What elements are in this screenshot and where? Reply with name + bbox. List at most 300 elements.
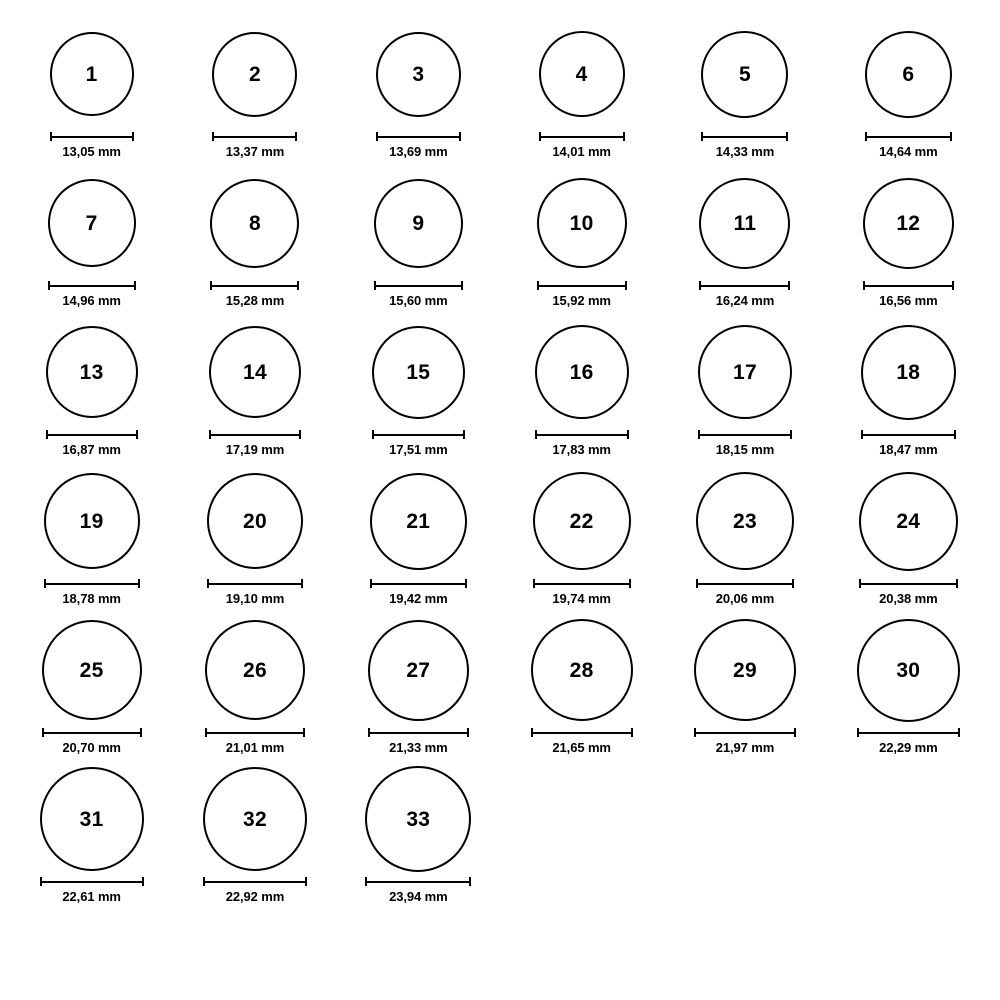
ring-size-number: 27 (406, 658, 431, 682)
caliper-bar (44, 583, 140, 585)
ring-diameter-label: 17,83 mm (552, 442, 611, 457)
ring-size-cell[interactable] (173, 167, 336, 316)
caliper-tick-left (46, 430, 48, 439)
ring-size-cell[interactable] (337, 465, 500, 614)
caliper-icon (696, 579, 794, 588)
ring-size-number: 29 (733, 658, 757, 682)
ring-circle[interactable] (368, 620, 469, 721)
ring-size-cell[interactable] (663, 18, 826, 167)
ring-size-number: 21 (406, 509, 431, 533)
caliper-tick-left (865, 132, 867, 141)
ring-size-cell[interactable] (10, 167, 173, 316)
ring-size-number: 14 (243, 360, 267, 384)
caliper-tick-left (48, 281, 50, 290)
ring-measurement (207, 579, 303, 606)
caliper-icon (42, 728, 142, 737)
caliper-tick-right (465, 579, 467, 588)
ring-size-number: 11 (733, 211, 757, 235)
ring-circle-wrapper (696, 465, 794, 577)
ring-size-cell[interactable] (663, 167, 826, 316)
caliper-bar (370, 583, 467, 585)
ring-size-number: 8 (248, 211, 261, 235)
caliper-tick-left (696, 579, 698, 588)
ring-circle[interactable] (533, 472, 631, 570)
caliper-icon (205, 728, 305, 737)
caliper-icon (531, 728, 633, 737)
ring-circle-wrapper (376, 18, 461, 130)
ring-circle[interactable] (207, 473, 303, 569)
ring-circle[interactable] (209, 326, 301, 418)
ring-size-cell[interactable] (10, 18, 173, 167)
ring-measurement (368, 728, 469, 755)
ring-size-cell[interactable] (500, 614, 663, 763)
caliper-tick-right (631, 728, 633, 737)
ring-size-cell[interactable] (337, 316, 500, 465)
ring-diameter-label: 20,38 mm (879, 591, 938, 606)
ring-circle-wrapper (40, 763, 144, 875)
caliper-icon (365, 877, 471, 886)
ring-diameter-label: 20,06 mm (715, 591, 775, 606)
ring-circle[interactable] (210, 179, 299, 268)
caliper-icon (698, 430, 792, 439)
caliper-icon (694, 728, 796, 737)
ring-diameter-label: 21,65 mm (552, 740, 611, 755)
caliper-tick-left (535, 430, 537, 439)
caliper-icon (44, 579, 140, 588)
ring-measurement (372, 430, 465, 457)
caliper-tick-right (786, 132, 788, 141)
ring-circle[interactable] (46, 326, 138, 418)
ring-measurement (863, 281, 954, 308)
ring-size-number: 23 (733, 509, 757, 533)
ring-circle[interactable] (376, 32, 461, 117)
ring-measurement (40, 877, 144, 904)
caliper-bar (50, 136, 134, 138)
ring-measurement (44, 579, 140, 606)
ring-diameter-label: 18,78 mm (62, 591, 121, 606)
ring-diameter-label: 23,94 mm (389, 889, 448, 904)
caliper-tick-left (205, 728, 207, 737)
ring-size-cell[interactable] (827, 18, 990, 167)
caliper-tick-right (794, 728, 796, 737)
ring-circle[interactable] (694, 619, 796, 721)
ring-size-cell[interactable] (10, 316, 173, 465)
caliper-icon (212, 132, 297, 141)
caliper-tick-right (629, 579, 631, 588)
ring-diameter-label: 18,47 mm (879, 442, 938, 457)
caliper-tick-right (792, 579, 794, 588)
ring-size-cell[interactable] (173, 763, 336, 912)
ring-circle[interactable] (370, 473, 467, 570)
ring-size-number: 22 (569, 509, 594, 533)
ring-size-cell[interactable] (337, 614, 500, 763)
ring-circle[interactable] (372, 326, 465, 419)
caliper-tick-left (857, 728, 859, 737)
ring-diameter-label: 14,33 mm (715, 144, 775, 159)
ring-measurement (212, 132, 297, 159)
caliper-icon (857, 728, 960, 737)
ring-size-number: 19 (79, 509, 104, 533)
ring-circle-wrapper (861, 316, 956, 428)
ring-size-number: 10 (569, 211, 594, 235)
ring-measurement (535, 430, 629, 457)
ring-size-number: 12 (896, 211, 921, 235)
ring-circle-wrapper (42, 614, 142, 726)
ring-diameter-label: 16,56 mm (879, 293, 938, 308)
caliper-tick-right (295, 132, 297, 141)
ring-circle[interactable] (861, 325, 956, 420)
caliper-bar (533, 583, 631, 585)
ring-diameter-label: 15,60 mm (389, 293, 448, 308)
caliper-tick-left (210, 281, 212, 290)
ring-size-cell[interactable] (500, 316, 663, 465)
ring-circle[interactable] (863, 178, 954, 269)
ring-size-number: 13 (79, 360, 104, 384)
caliper-bar (205, 732, 305, 734)
caliper-tick-right (463, 430, 465, 439)
caliper-tick-right (132, 132, 134, 141)
ring-size-cell[interactable] (173, 614, 336, 763)
ring-circle[interactable] (365, 766, 471, 872)
caliper-bar (210, 285, 299, 287)
ring-diameter-label: 16,24 mm (715, 293, 775, 308)
caliper-tick-right (461, 281, 463, 290)
ring-size-cell[interactable] (663, 316, 826, 465)
caliper-bar (694, 732, 796, 734)
caliper-tick-right (305, 877, 307, 886)
caliper-bar (698, 434, 792, 436)
caliper-bar (857, 732, 960, 734)
ring-circle-wrapper (207, 465, 303, 577)
ring-diameter-label: 15,92 mm (552, 293, 611, 308)
ring-measurement (531, 728, 633, 755)
ring-circle-wrapper (46, 316, 138, 428)
caliper-bar (42, 732, 142, 734)
caliper-tick-left (203, 877, 205, 886)
caliper-tick-left (376, 132, 378, 141)
caliper-icon (376, 132, 461, 141)
caliper-bar (372, 434, 465, 436)
caliper-tick-right (138, 579, 140, 588)
caliper-icon (50, 132, 134, 141)
caliper-icon (535, 430, 629, 439)
ring-circle-wrapper (48, 167, 136, 279)
caliper-tick-right (954, 430, 956, 439)
ring-diameter-label: 22,92 mm (225, 889, 285, 904)
caliper-icon (370, 579, 467, 588)
ring-circle[interactable] (40, 767, 144, 871)
caliper-bar (46, 434, 138, 436)
ring-circle-wrapper (44, 465, 140, 577)
ring-circle-wrapper (374, 167, 463, 279)
ring-size-number: 26 (243, 658, 267, 682)
caliper-tick-left (699, 281, 701, 290)
ring-circle-wrapper (865, 18, 952, 130)
ring-measurement (699, 281, 790, 308)
ring-size-cell[interactable] (500, 465, 663, 614)
ring-measurement (205, 728, 305, 755)
caliper-bar (212, 136, 297, 138)
caliper-tick-right (788, 281, 790, 290)
ring-circle-wrapper (209, 316, 301, 428)
caliper-tick-left (863, 281, 865, 290)
ring-diameter-label: 13,69 mm (389, 144, 448, 159)
ring-diameter-label: 14,96 mm (62, 293, 121, 308)
caliper-tick-right (623, 132, 625, 141)
ring-size-cell[interactable] (10, 614, 173, 763)
caliper-tick-right (625, 281, 627, 290)
ring-measurement (42, 728, 142, 755)
ring-circle-wrapper (203, 763, 307, 875)
ring-measurement (50, 132, 134, 159)
ring-circle-wrapper (210, 167, 299, 279)
caliper-tick-left (372, 430, 374, 439)
caliper-bar (365, 881, 471, 883)
caliper-tick-left (209, 430, 211, 439)
ring-diameter-label: 13,37 mm (225, 144, 285, 159)
ring-measurement (533, 579, 631, 606)
ring-size-cell[interactable] (173, 316, 336, 465)
ring-circle[interactable] (539, 31, 625, 117)
ring-measurement (370, 579, 467, 606)
caliper-tick-right (136, 430, 138, 439)
ring-size-cell[interactable] (10, 763, 173, 912)
ring-diameter-label: 17,51 mm (389, 442, 448, 457)
caliper-bar (48, 285, 136, 287)
ring-measurement (861, 430, 956, 457)
ring-size-number: 30 (896, 658, 921, 682)
ring-diameter-label: 17,19 mm (225, 442, 285, 457)
caliper-bar (374, 285, 463, 287)
ring-measurement (696, 579, 794, 606)
ring-size-number: 32 (243, 807, 267, 831)
caliper-icon (699, 281, 790, 290)
ring-circle-wrapper (535, 316, 629, 428)
ring-circle[interactable] (203, 767, 307, 871)
caliper-tick-right (303, 728, 305, 737)
caliper-bar (537, 285, 627, 287)
ring-measurement (374, 281, 463, 308)
ring-size-number: 7 (85, 211, 98, 235)
ring-circle-wrapper (859, 465, 958, 577)
ring-circle-wrapper (701, 18, 788, 130)
caliper-icon (537, 281, 627, 290)
caliper-tick-left (50, 132, 52, 141)
caliper-tick-right (790, 430, 792, 439)
caliper-icon (374, 281, 463, 290)
caliper-tick-right (950, 132, 952, 141)
ring-measurement (865, 132, 952, 159)
ring-diameter-label: 14,64 mm (879, 144, 938, 159)
caliper-tick-right (952, 281, 954, 290)
caliper-bar (863, 285, 954, 287)
caliper-tick-left (694, 728, 696, 737)
caliper-tick-right (467, 728, 469, 737)
ring-size-number: 6 (902, 62, 915, 86)
caliper-icon (368, 728, 469, 737)
caliper-tick-left (44, 579, 46, 588)
caliper-icon (209, 430, 301, 439)
caliper-bar (531, 732, 633, 734)
caliper-bar (696, 583, 794, 585)
caliper-bar (209, 434, 301, 436)
ring-size-number: 5 (738, 62, 751, 86)
caliper-icon (207, 579, 303, 588)
ring-size-cell[interactable] (663, 614, 826, 763)
caliper-bar (865, 136, 952, 138)
ring-circle[interactable] (696, 472, 794, 570)
caliper-icon (40, 877, 144, 886)
ring-size-number: 18 (896, 360, 921, 384)
ring-circle[interactable] (859, 472, 958, 571)
ring-circle[interactable] (699, 178, 790, 269)
ring-size-grid (10, 18, 990, 912)
ring-size-cell[interactable] (663, 465, 826, 614)
ring-size-number: 25 (79, 658, 104, 682)
ring-diameter-label: 13,05 mm (62, 144, 121, 159)
caliper-tick-right (299, 430, 301, 439)
caliper-tick-left (40, 877, 42, 886)
caliper-tick-left (533, 579, 535, 588)
ring-measurement (857, 728, 960, 755)
caliper-icon (701, 132, 788, 141)
ring-size-number: 17 (733, 360, 757, 384)
caliper-icon (865, 132, 952, 141)
ring-circle[interactable] (44, 473, 140, 569)
caliper-tick-left (701, 132, 703, 141)
ring-diameter-label: 20,70 mm (62, 740, 121, 755)
ring-size-cell[interactable] (500, 18, 663, 167)
caliper-icon (863, 281, 954, 290)
caliper-tick-left (212, 132, 214, 141)
ring-circle[interactable] (535, 325, 629, 419)
ring-circle-wrapper (857, 614, 960, 726)
caliper-bar (203, 881, 307, 883)
caliper-bar (207, 583, 303, 585)
ring-diameter-label: 18,15 mm (715, 442, 775, 457)
ring-circle-wrapper (533, 465, 631, 577)
ring-circle-wrapper (212, 18, 297, 130)
caliper-tick-right (140, 728, 142, 737)
ring-size-cell[interactable] (337, 763, 500, 912)
ring-circle-wrapper (368, 614, 469, 726)
ring-size-cell[interactable] (337, 167, 500, 316)
ring-circle[interactable] (537, 178, 627, 268)
ring-circle-wrapper (205, 614, 305, 726)
ring-size-number: 9 (412, 211, 425, 235)
caliper-bar (699, 285, 790, 287)
ring-size-cell[interactable] (827, 614, 990, 763)
ring-size-number: 15 (406, 360, 431, 384)
ring-measurement (48, 281, 136, 308)
caliper-bar (701, 136, 788, 138)
ring-size-cell[interactable] (827, 465, 990, 614)
ring-size-cell[interactable] (827, 167, 990, 316)
ring-diameter-label: 22,61 mm (62, 889, 121, 904)
ring-diameter-label: 21,33 mm (389, 740, 448, 755)
ring-circle[interactable] (42, 620, 142, 720)
ring-diameter-label: 19,10 mm (225, 591, 285, 606)
caliper-icon (533, 579, 631, 588)
ring-circle-wrapper (372, 316, 465, 428)
ring-size-cell[interactable] (10, 465, 173, 614)
ring-circle-wrapper (698, 316, 792, 428)
caliper-bar (859, 583, 958, 585)
ring-circle[interactable] (701, 31, 788, 118)
ring-circle[interactable] (212, 32, 297, 117)
ring-circle[interactable] (865, 31, 952, 118)
caliper-bar (861, 434, 956, 436)
ring-circle[interactable] (48, 179, 136, 267)
ring-circle[interactable] (857, 619, 960, 722)
caliper-tick-left (859, 579, 861, 588)
ring-size-number: 20 (243, 509, 267, 533)
caliper-bar (368, 732, 469, 734)
ring-size-number: 24 (896, 509, 921, 533)
caliper-tick-left (374, 281, 376, 290)
ring-size-cell[interactable] (500, 167, 663, 316)
ring-measurement (859, 579, 958, 606)
ring-measurement (365, 877, 471, 904)
ring-size-number: 2 (248, 62, 261, 86)
ring-circle[interactable] (531, 619, 633, 721)
ring-measurement (46, 430, 138, 457)
ring-size-number: 31 (79, 807, 104, 831)
ring-measurement (376, 132, 461, 159)
ring-measurement (539, 132, 625, 159)
caliper-bar (376, 136, 461, 138)
ring-size-cell[interactable] (827, 316, 990, 465)
ring-diameter-label: 16,87 mm (62, 442, 121, 457)
ring-circle[interactable] (698, 325, 792, 419)
caliper-tick-right (301, 579, 303, 588)
ring-measurement (203, 877, 307, 904)
caliper-tick-left (42, 728, 44, 737)
caliper-icon (861, 430, 956, 439)
caliper-tick-right (142, 877, 144, 886)
ring-size-cell[interactable] (337, 18, 500, 167)
caliper-tick-left (539, 132, 541, 141)
ring-diameter-label: 14,01 mm (552, 144, 611, 159)
ring-circle-wrapper (539, 18, 625, 130)
ring-circle[interactable] (205, 620, 305, 720)
ring-measurement (698, 430, 792, 457)
caliper-tick-right (297, 281, 299, 290)
caliper-icon (539, 132, 625, 141)
ring-diameter-label: 21,97 mm (715, 740, 775, 755)
caliper-tick-left (370, 579, 372, 588)
caliper-tick-right (956, 579, 958, 588)
ring-size-cell[interactable] (173, 18, 336, 167)
ring-size-number: 16 (569, 360, 594, 384)
ring-size-number: 28 (569, 658, 594, 682)
ring-diameter-label: 19,74 mm (552, 591, 611, 606)
ring-size-cell[interactable] (173, 465, 336, 614)
caliper-icon (48, 281, 136, 290)
caliper-bar (40, 881, 144, 883)
caliper-tick-left (698, 430, 700, 439)
ring-diameter-label: 22,29 mm (879, 740, 938, 755)
ring-circle[interactable] (374, 179, 463, 268)
ring-circle-wrapper (694, 614, 796, 726)
ring-circle-wrapper (531, 614, 633, 726)
ring-circle-wrapper (50, 18, 134, 130)
ring-circle-wrapper (370, 465, 467, 577)
ring-circle[interactable] (50, 32, 134, 116)
caliper-tick-left (368, 728, 370, 737)
ring-diameter-label: 19,42 mm (389, 591, 448, 606)
ring-circle-wrapper (699, 167, 790, 279)
